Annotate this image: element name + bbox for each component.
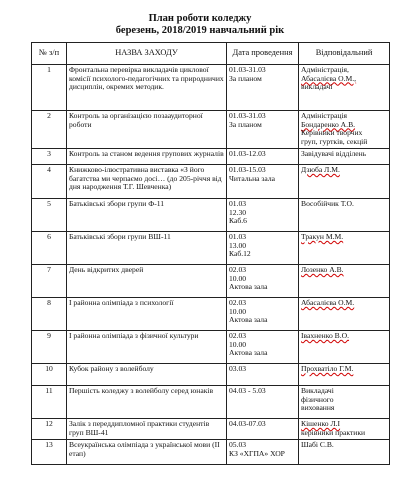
event-name: Контроль за організацією позааудиторної роботи: [67, 111, 227, 149]
responsible-cell: [299, 298, 390, 331]
event-date-line: 05.03: [229, 440, 247, 449]
responsible-line: Шабі С.В.: [301, 440, 334, 449]
table-row: [32, 364, 390, 386]
event-date-cell: [227, 149, 299, 165]
page-title: План роботи коледжу: [148, 13, 252, 24]
event-date-line: 02.03: [229, 298, 247, 307]
table-row: [32, 149, 390, 165]
responsible-line: Бондаренко А.В.: [301, 119, 356, 129]
responsible-line: Вособійчик Т.О.: [301, 199, 354, 208]
table-header-row: [32, 43, 390, 65]
responsible-line: Адміністрація: [301, 111, 348, 120]
responsible-cell: [299, 111, 390, 149]
row-number: 12: [32, 419, 67, 440]
page-subtitle: березень, 2018/2019 навчальний рік: [115, 25, 285, 36]
event-date-line: За планом: [229, 119, 262, 129]
event-name: Батьківські збори групи ВШ-11: [67, 232, 227, 265]
event-date-line: Каб.6: [229, 216, 247, 226]
row-number: 10: [32, 364, 67, 386]
responsible-line: груп, гуртків, секцій: [301, 136, 368, 146]
event-date-line: 01.03-15.03: [229, 165, 266, 174]
event-name: Контроль за станом ведення групових журналів: [67, 149, 227, 165]
responsible-line: Івахненко В.О.: [301, 331, 350, 340]
event-name: Батьківські збори групи Ф-11: [67, 199, 227, 232]
column-header-date: Дата проведення: [227, 43, 299, 65]
event-date-line: Читальна зала: [229, 173, 276, 183]
event-date-line: 10.00: [229, 306, 247, 316]
event-date-cell: [227, 386, 299, 419]
row-number: 3: [32, 149, 67, 165]
event-date-cell: [227, 419, 299, 440]
responsible-cell: [299, 232, 390, 265]
event-date-line: Актова зала: [229, 348, 268, 358]
responsible-line: Адміністрація,: [301, 65, 349, 74]
responsible-line: Кішенко Л.І: [301, 419, 341, 428]
table-row: [32, 298, 390, 331]
table-row: [32, 386, 390, 419]
event-date-line: Актова зала: [229, 282, 268, 292]
table-row: [32, 419, 390, 440]
responsible-cell: [299, 65, 390, 111]
event-date-cell: [227, 265, 299, 298]
event-name: Кубок району з волейболу: [67, 364, 227, 386]
event-date-line: КЗ «ХГПА» ХОР: [229, 448, 285, 458]
event-date-line: 01.03: [229, 199, 247, 208]
responsible-line: фізичного: [301, 394, 334, 404]
event-name: День відкритих дверей: [67, 265, 227, 298]
event-name: Залік з переддипломної практики студентів груп ВШ-41: [67, 419, 227, 440]
column-header-number: № з/п: [32, 43, 67, 65]
row-number: 4: [32, 165, 67, 199]
responsible-line: Викладачі: [301, 386, 334, 395]
event-name: Книжково-ілюстративна виставка «З його багатства ми черпаємо досі… (до 205-річчя від дня народження Т.Г. Шевченка): [67, 165, 227, 199]
responsible-line: Тракун М.М.: [301, 232, 344, 241]
responsible-line: керівники практики: [301, 427, 366, 437]
event-date-cell: [227, 364, 299, 386]
responsible-cell: [299, 265, 390, 298]
responsible-cell: [299, 165, 390, 199]
event-date-line: Актова зала: [229, 315, 268, 325]
table-row: [32, 265, 390, 298]
event-date-cell: [227, 331, 299, 364]
event-name: Першість коледжу з волейболу серед юнаків: [67, 386, 227, 419]
row-number: 9: [32, 331, 67, 364]
responsible-cell: [299, 149, 390, 165]
event-date-cell: [227, 232, 299, 265]
table-row: [32, 165, 390, 199]
responsible-cell: [299, 440, 390, 465]
responsible-cell: [299, 419, 390, 440]
event-date-cell: [227, 440, 299, 465]
event-date-line: За планом: [229, 73, 262, 83]
event-date-line: 10.00: [229, 339, 247, 349]
row-number: 13: [32, 440, 67, 465]
table-row: [32, 440, 390, 465]
responsible-cell: [299, 331, 390, 364]
plan-table: [31, 42, 390, 465]
event-date-line: 01.03-12.03: [229, 149, 266, 158]
responsible-line: Прохватіло Г.М.: [301, 364, 354, 373]
event-name: Фронтальна перевірка викладачів циклової комісії психолого-педагогічних та природничих дисциплін, окремих методик.: [67, 65, 227, 111]
table-row: [32, 232, 390, 265]
event-date-line: 01.03-31.03: [229, 111, 266, 120]
column-header-responsible: Відповідальний: [299, 43, 390, 65]
event-date-line: 10.00: [229, 273, 247, 283]
responsible-line: викладачі: [301, 82, 333, 92]
responsible-cell: [299, 364, 390, 386]
event-date-cell: [227, 111, 299, 149]
event-date-line: 01.03: [229, 232, 247, 241]
event-date-cell: [227, 199, 299, 232]
event-name: Всеукраїнська олімпіада з української мови (ІІ етап): [67, 440, 227, 465]
event-date-cell: [227, 165, 299, 199]
responsible-line: Дзюба Л.М.: [301, 165, 340, 174]
row-number: 11: [32, 386, 67, 419]
row-number: 8: [32, 298, 67, 331]
responsible-line: Завідувачі відділень: [301, 149, 367, 158]
event-date-line: Каб.12: [229, 249, 251, 259]
event-date-line: 13.00: [229, 240, 247, 250]
event-date-line: 02.03: [229, 265, 247, 274]
event-date-cell: [227, 298, 299, 331]
column-header-event: НАЗВА ЗАХОДУ: [67, 43, 227, 65]
event-date-cell: [227, 65, 299, 111]
event-name: І районна олімпіада з психології: [67, 298, 227, 331]
responsible-line: Абасалієва О.М.: [301, 298, 355, 307]
responsible-cell: [299, 386, 390, 419]
table-row: [32, 111, 390, 149]
row-number: 6: [32, 232, 67, 265]
event-date-line: 03.03: [229, 364, 247, 373]
responsible-line: Керівники творчих: [301, 128, 363, 138]
event-date-line: 01.03-31.03: [229, 65, 266, 74]
responsible-line: виховання: [301, 403, 335, 413]
row-number: 2: [32, 111, 67, 149]
event-date-line: 04.03 - 5.03: [229, 386, 266, 395]
row-number: 5: [32, 199, 67, 232]
row-number: 7: [32, 265, 67, 298]
row-number: 1: [32, 65, 67, 111]
event-date-line: 02.03: [229, 331, 247, 340]
responsible-line: Абасалієва О.М.,: [301, 73, 357, 83]
table-row: [32, 199, 390, 232]
event-date-line: 12.30: [229, 207, 247, 217]
table-row: [32, 65, 390, 111]
responsible-cell: [299, 199, 390, 232]
table-row: [32, 331, 390, 364]
responsible-line: Лозенко А.В.: [301, 265, 344, 274]
event-date-line: 04.03-07.03: [229, 419, 266, 428]
event-name: І районна олімпіада з фізичної культури: [67, 331, 227, 364]
